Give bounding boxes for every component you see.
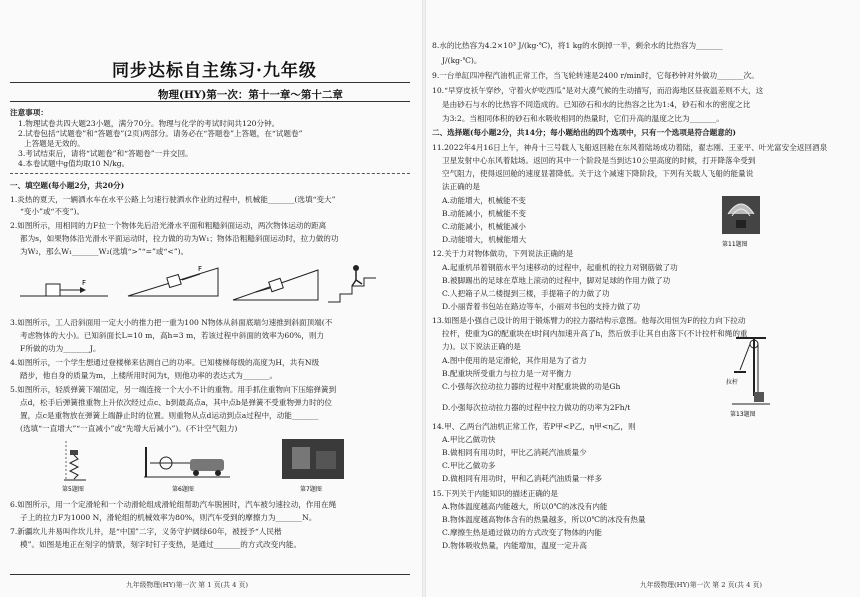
answer-option: A.动能增大，机械能不变 bbox=[442, 196, 526, 205]
fig-stair-climb bbox=[328, 265, 376, 302]
question-line: 8.水的比热容为4.2×10³ J/(kg·℃)，将1 kg的水倒掉一半，剩余水的比热容为_______ bbox=[432, 41, 723, 50]
answer-option: D.做相同有用功时，甲和乙消耗汽油质量一样多 bbox=[442, 474, 603, 483]
answer-option: A.物体温度越高内能越大，所以0℃的冰没有内能 bbox=[442, 502, 608, 511]
title-divider bbox=[10, 82, 410, 83]
fig-pull-machine bbox=[724, 336, 774, 422]
answer-option: B.被脚踢出的足球在草地上滚动的过程中，脚对足球的作用力做了功 bbox=[442, 276, 671, 285]
figure-label: 拉杆 bbox=[726, 379, 739, 386]
question-line: J/(kg·℃)。 bbox=[442, 56, 482, 65]
figure-caption: 第13题图 bbox=[730, 411, 756, 418]
notice-item: 上答题是无效的。 bbox=[24, 139, 85, 148]
answer-option: B.动能减小，机械能不变 bbox=[442, 209, 526, 218]
page-footer: 九年级物理(HY)第一次 第 2 页(共 4 页) bbox=[640, 581, 763, 589]
question-line: 4.如图所示，一个学生想通过登楼梯来估测自己的功率。已知楼梯每级的高度为H，共有N级 bbox=[10, 358, 320, 367]
fig-spring bbox=[62, 441, 86, 493]
question-line: 9.一台单缸四冲程汽油机正常工作，当飞轮转速是2400 r/min时，它每秒钟对外做功_______次。 bbox=[432, 71, 759, 80]
question-line: 为3:2。当相同体积的砂石和水吸收相同的热量时，它们升高的温度之比为_______。 bbox=[442, 114, 724, 123]
notice-item: 2.试卷包括“试题卷”和“答题卷”(2页)两部分。请务必在“答题卷”上答题，在“试题卷” bbox=[18, 129, 303, 138]
question-line: 模”。如图是地正在刻字的情景，刻字时钉子变热，是通过_______的方式改变内能。 bbox=[20, 540, 302, 549]
fig-stone-carving bbox=[282, 439, 344, 493]
question-line: 12.关于力对物体做功，下列说法正确的是 bbox=[432, 249, 574, 258]
figure-row-q5-q7 bbox=[60, 437, 360, 493]
question-line: 11.2022年4月16日上午，神舟十三号载人飞船返回舱在东风着陆场成功着陆，翟志刚、王亚平、叶光富安全返回酒泉 bbox=[432, 143, 828, 152]
question-line: 7.新疆坎儿井易叫作坎儿井，是“中国”二字，义务守护阔绿60年，被授予“人民楷 bbox=[10, 527, 282, 536]
question-line: 置，点c是重物放在弹簧上端静止时的位置。则重物从点d运动到点a过程中，动能_______ bbox=[20, 411, 319, 420]
question-line: 法正确的是 bbox=[442, 182, 480, 191]
answer-option: A.图中使用的是定滑轮，其作用是为了省力 bbox=[442, 356, 587, 365]
fig-inclined-plane bbox=[128, 265, 218, 296]
fig-capsule-parachute bbox=[718, 194, 768, 250]
footer-divider bbox=[10, 574, 410, 575]
page-left bbox=[0, 0, 420, 597]
answer-option: D.小丽背着书包站在路边等车，小丽对书包的支持力做了功 bbox=[442, 302, 641, 311]
force-label: F bbox=[198, 265, 203, 273]
question-line: 15.下列关于内能知识的描述正确的是 bbox=[432, 489, 558, 498]
figure-caption: 第6题图 bbox=[172, 486, 194, 493]
question-line: 点d，松手后弹簧推重物上升依次经过点c、b到最高点a，其中点b是弹簧不受重物弹力时的位 bbox=[20, 398, 332, 407]
page-footer: 九年级物理(HY)第一次 第 1 页(共 4 页) bbox=[126, 581, 249, 589]
answer-option: C.摩擦生热是通过做功的方式改变了物体的内能 bbox=[442, 528, 602, 537]
answer-option: D.动能增大，机械能增大 bbox=[442, 235, 527, 244]
figure-caption: 第7题图 bbox=[300, 486, 322, 493]
answer-option: D.小强每次拉动拉力器的过程中拉力做功的功率为2Fh/t bbox=[442, 403, 631, 412]
question-line: 13.如图是小强自己设计的用于锻炼臂力的拉力器结构示意图。他每次用恒为F的拉力向下拉动 bbox=[432, 316, 746, 325]
question-line: 空气阻力，使得返回舱的速度显著降低。关于这个减速下降阶段，下列有关载人飞船的能量说 bbox=[442, 169, 754, 178]
question-line: 3.如图所示，工人沿斜面用一定大小的推力把一重为100 N物体从斜面底端匀速推到斜面顶端(不 bbox=[10, 318, 333, 327]
question-line: 卫星发射中心东风着陆场。返回的其中一个阶段是当到达10公里高度的时候，打开降落伞受到 bbox=[442, 156, 756, 165]
answer-option: D.物体吸收热量，内能增加，温度一定升高 bbox=[442, 541, 587, 550]
notice-item: 1.物理试卷共四大题23小题，满分70分。物理与化学的考试时间共120分钟。 bbox=[18, 119, 280, 128]
question-line: 6.如图所示，用一个定滑轮和一个动滑轮组成滑轮组帮助汽车脱困时，汽车被匀速拉动，作用在绳 bbox=[10, 500, 337, 509]
question-line: “变小”或“不变”)。 bbox=[20, 207, 85, 216]
fig-push-incline bbox=[233, 270, 318, 300]
question-line: 力)。以下说法正确的是 bbox=[442, 342, 521, 351]
fig-horizontal-plane bbox=[20, 279, 108, 296]
question-line: 拉杆，使重为G的配重块在t时间内加速升高了h，然后放手让其自由落下(不计拉杆和绳的重 bbox=[442, 329, 748, 338]
answer-option: B.物体温度越高物体含有的热量越多，所以0℃的冰没有热量 bbox=[442, 515, 646, 524]
answer-option: C.动能减小，机械能减小 bbox=[442, 222, 526, 231]
notice-item: 4.本卷试题中g值均取10 N/kg。 bbox=[18, 159, 130, 168]
question-line: 考虑物体的大小)。已知斜面长L=10 m，高h=3 m，若该过程中斜面的效率为60%，则力 bbox=[20, 331, 325, 340]
force-label: F bbox=[82, 279, 87, 287]
page-subtitle: 物理(HY)第一次：第十一章～第十二章 bbox=[158, 89, 343, 101]
notice-item: 3.考试结束后，请将“试题卷”和“答题卷”一并交回。 bbox=[18, 149, 193, 158]
question-line: 是由砂石与水的比热容不同造成的。已知砂石和水的比热容之比为1:4，砂石和水的密度之比 bbox=[442, 100, 751, 109]
question-line: 1.炎热的夏天，一辆洒水车在水平公路上匀速行驶洒水作业的过程中，机械能_______(选填“变大” bbox=[10, 195, 336, 204]
question-line: 子上的拉力F为1000 N，滑轮组的机械效率为80%，则汽车受到的摩擦力为_______N。 bbox=[20, 513, 317, 522]
answer-option: B.配重块所受重力与拉力是一对平衡力 bbox=[442, 369, 572, 378]
page-right bbox=[428, 0, 860, 597]
page-title: 同步达标自主练习·九年级 bbox=[112, 61, 317, 81]
answer-option: A.甲比乙做功快 bbox=[442, 435, 496, 444]
question-line: (选填“一直增大”“一直减小”或“先增大后减小”)。(不计空气阻力) bbox=[20, 424, 238, 433]
figure-caption: 第11题图 bbox=[722, 241, 748, 248]
question-line: 10.“早穿皮袄午穿纱，守着火炉吃西瓜”是对大漠气候的生动描写，而沿海地区昼夜温差则不大，这 bbox=[432, 86, 764, 95]
answer-option: A.起重机吊着钢筋水平匀速移动的过程中，起重机的拉力对钢筋做了功 bbox=[442, 263, 678, 272]
answer-option: C.小强每次拉动拉力器的过程中对配重块做的功是Gh bbox=[442, 382, 621, 391]
question-line: 14.甲、乙两台汽油机正常工作，若P甲<P乙，η甲<η乙，则 bbox=[432, 422, 636, 431]
page-fold bbox=[422, 0, 426, 597]
question-line: 2.如图所示，用相同的力F拉一个物体先后沿光滑水平面和粗糙斜面运动，两次物体运动的距离 bbox=[10, 221, 327, 230]
answer-option: C.人把箱子从二楼提到三楼，手提箱子的力做了功 bbox=[442, 289, 610, 298]
question-line: 5.如图所示，轻质弹簧下端固定，另一端连接一个大小不计的重物。用手抓住重物向下压缩弹簧到 bbox=[10, 385, 337, 394]
notice-divider bbox=[10, 173, 410, 174]
question-line: 为W₂，那么W₁_______W₂(选填“>”“=”或“<”)。 bbox=[20, 247, 189, 256]
answer-option: B.做相同有用功时，甲比乙消耗汽油质量少 bbox=[442, 448, 587, 457]
notice-heading: 注意事项： bbox=[10, 108, 48, 117]
section2-heading: 二、选择题(每小题2分，共14分；每小题给出的四个选项中，只有一个选项是符合题意的) bbox=[432, 128, 737, 137]
answer-option: C.甲比乙做功多 bbox=[442, 461, 496, 470]
question-line: 踏步，他自身的质量为m，上楼所用时间为t，则他功率的表达式为_______。 bbox=[20, 371, 278, 380]
fig-pulley-car bbox=[144, 447, 230, 493]
figure-caption: 第5题图 bbox=[62, 486, 84, 493]
section1-heading: 一、填空题(每小题2分，共20分) bbox=[10, 181, 125, 190]
question-line: F所做的功为_______J。 bbox=[20, 344, 101, 353]
question-line: 都为s，如果物体沿光滑水平面运动时，拉力做的功为W₁；物体沿粗糙斜面运动时，拉力做的功 bbox=[20, 234, 339, 243]
subtitle-divider bbox=[10, 101, 410, 102]
figure-row-q2-q4 bbox=[18, 262, 398, 310]
